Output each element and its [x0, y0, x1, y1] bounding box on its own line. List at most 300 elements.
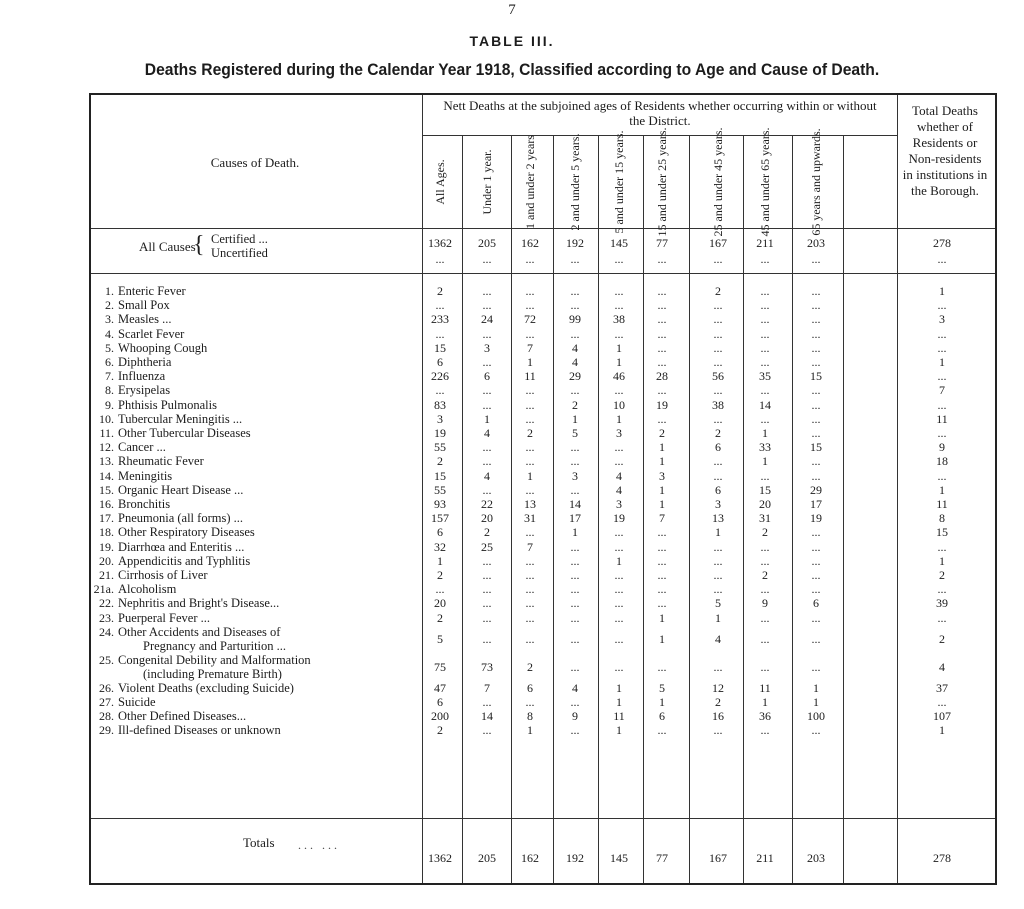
table-cell: 8 [527, 709, 533, 724]
age-column-header-label: 65 years and upwards. [809, 128, 823, 236]
table-cell: 55 [434, 440, 446, 455]
table-cell: ... [811, 383, 821, 398]
cause-name: Congenital Debility and Malformation [118, 652, 311, 667]
all-causes-certified-cell: 192 [566, 236, 584, 250]
table-cell: ... [570, 596, 580, 611]
table-cell: 1 [762, 695, 768, 709]
table-cell: 1 [715, 525, 721, 540]
table-cell: ... [937, 695, 947, 709]
table-cell: ... [525, 326, 535, 341]
table-cell: 38 [613, 312, 625, 327]
table-cell: 20 [481, 511, 493, 526]
table-cell: ... [760, 298, 770, 313]
table-cell: ... [614, 383, 624, 398]
all-causes-certified-cell: 162 [521, 236, 539, 250]
table-cell: ... [525, 284, 535, 298]
table-cell: ... [657, 525, 667, 540]
table-cell: ... [482, 631, 492, 646]
table-cell: 2 [715, 426, 721, 440]
table-label: TABLE III. [469, 33, 555, 49]
table-cell: ... [525, 397, 535, 412]
cause-number: 17. [99, 511, 114, 526]
cause-name: Other Tubercular Diseases [118, 426, 251, 440]
table-cell: ... [937, 610, 947, 625]
table-cell: 1 [659, 631, 665, 646]
all-causes-uncertified-cell: ... [760, 252, 770, 266]
all-causes-uncertified-cell: ... [657, 252, 667, 266]
table-cell: ... [570, 539, 580, 554]
all-causes-uncertified-cell: ... [435, 252, 445, 266]
table-cell: 24 [481, 312, 493, 327]
age-column-header [608, 130, 630, 234]
table-cell: 100 [807, 709, 825, 724]
table-cell: 1 [659, 497, 665, 511]
table-cell: 2 [715, 695, 721, 709]
cause-name: Nephritis and Bright's Disease... [118, 596, 280, 611]
table-cell: ... [657, 582, 667, 597]
table-cell: 1 [527, 723, 533, 738]
table-cell: ... [482, 326, 492, 341]
table-cell: 19 [434, 426, 446, 440]
table-cell: 1 [659, 440, 665, 455]
cause-number: 6. [105, 355, 114, 369]
table-cell: 73 [481, 659, 493, 674]
table-cell: ... [760, 659, 770, 674]
table-cell: ... [482, 383, 492, 398]
cause-name: Rheumatic Fever [118, 454, 204, 469]
table-cell: ... [937, 340, 947, 355]
totals-cell: 162 [521, 851, 539, 865]
cause-number: 29. [99, 723, 114, 738]
table-cell: 2 [527, 426, 533, 440]
table-cell: 32 [434, 539, 446, 554]
table-cell: ... [482, 454, 492, 469]
table-cell: 6 [715, 440, 721, 455]
table-cell: 36 [759, 709, 771, 724]
table-cell: ... [760, 355, 770, 369]
cause-number: 25. [99, 652, 114, 667]
table-cell: ... [657, 596, 667, 611]
table-cell: ... [811, 397, 821, 412]
table-cell: 1 [939, 482, 945, 497]
table-cell: ... [525, 553, 535, 568]
age-column-header [754, 127, 776, 237]
all-causes-uncertified-cell: ... [525, 252, 535, 266]
table-cell: 1 [616, 355, 622, 369]
all-causes-certified-cell: 1362 [428, 236, 452, 250]
table-cell: ... [614, 284, 624, 298]
table-cell: ... [570, 440, 580, 455]
table-cell: ... [713, 539, 723, 554]
table-cell: ... [657, 326, 667, 341]
cause-name: Cirrhosis of Liver [118, 568, 208, 582]
table-cell: 56 [712, 369, 724, 384]
table-cell: 46 [613, 369, 625, 384]
table-cell: ... [760, 383, 770, 398]
table-cell: ... [657, 568, 667, 582]
all-causes-certified-cell: 205 [478, 236, 496, 250]
table-cell: 1 [715, 610, 721, 625]
table-cell: 16 [712, 709, 724, 724]
table-cell: 1 [616, 553, 622, 568]
table-cell: 4 [572, 340, 578, 355]
table-cell: ... [760, 553, 770, 568]
table-cell: ... [570, 298, 580, 313]
age-column-header-label: Under 1 year. [480, 149, 494, 215]
cause-number: 28. [99, 709, 114, 724]
table-cell: 11 [613, 709, 625, 724]
page-title: Deaths Registered during the Calendar Year 1918, Classified according to Age and Cause of Death. [144, 60, 880, 79]
table-cell: 4 [715, 631, 721, 646]
column-rule [792, 135, 793, 883]
table-cell: 5 [659, 680, 665, 695]
table-cell: 7 [527, 539, 533, 554]
cause-number: 4. [105, 326, 114, 341]
table-cell: 7 [484, 680, 490, 695]
table-cell: 11 [936, 497, 948, 511]
table-cell: 3 [659, 468, 665, 483]
cause-name: Other Accidents and Diseases of [118, 624, 281, 639]
table-cell: ... [614, 659, 624, 674]
table-cell: 29 [569, 369, 581, 384]
table-cell: ... [614, 568, 624, 582]
table-cell: 226 [431, 369, 449, 384]
table-cell: 3 [437, 411, 443, 426]
table-cell: ... [482, 582, 492, 597]
table-cell: ... [713, 411, 723, 426]
table-cell: 28 [656, 369, 668, 384]
table-cell: 22 [481, 497, 493, 511]
table-cell: 1 [939, 284, 945, 298]
table-cell: 2 [437, 568, 443, 582]
table-cell: 2 [437, 610, 443, 625]
table-cell: ... [570, 482, 580, 497]
cause-number: 19. [99, 539, 114, 554]
cause-number: 15. [99, 482, 114, 497]
table-cell: 9 [572, 709, 578, 724]
age-column-header-label: 15 and under 25 years. [655, 127, 669, 237]
table-cell: ... [713, 553, 723, 568]
table-cell: ... [713, 568, 723, 582]
table-cell: ... [657, 312, 667, 327]
table-cell: ... [657, 298, 667, 313]
cause-name: Tubercular Meningitis ... [118, 411, 243, 426]
table-cell: 1 [659, 610, 665, 625]
cause-name-continued: (including Premature Birth) [143, 666, 282, 681]
table-cell: ... [482, 284, 492, 298]
table-cell: ... [811, 326, 821, 341]
table-cell: ... [614, 610, 624, 625]
table-cell: ... [657, 284, 667, 298]
table-cell: 1 [616, 411, 622, 426]
all-causes-uncertified-cell: ... [937, 252, 947, 266]
table-cell: ... [614, 326, 624, 341]
table-cell: ... [614, 631, 624, 646]
table-cell: ... [713, 326, 723, 341]
table-cell: 4 [616, 468, 622, 483]
table-cell: ... [570, 383, 580, 398]
cause-number: 21. [99, 568, 114, 582]
totals-cell: 1362 [428, 851, 452, 865]
table-cell: ... [657, 659, 667, 674]
table-cell: 3 [484, 340, 490, 355]
table-cell: ... [937, 369, 947, 384]
cause-number: 20. [99, 553, 114, 568]
cause-number: 5. [105, 340, 114, 355]
table-cell: 2 [762, 525, 768, 540]
table-cell: ... [713, 454, 723, 469]
table-cell: ... [760, 468, 770, 483]
table-cell: 11 [759, 680, 771, 695]
table-cell: 14 [759, 397, 771, 412]
table-cell: ... [760, 340, 770, 355]
table-cell: ... [937, 326, 947, 341]
table-cell: ... [713, 340, 723, 355]
cause-number: 2. [105, 298, 114, 313]
header-nett-deaths: Nett Deaths at the subjoined ages of Residents whether occurring within or without the District. [443, 98, 877, 128]
table-cell: ... [525, 383, 535, 398]
table-cell: 13 [712, 511, 724, 526]
table-cell: ... [570, 659, 580, 674]
row-rule [91, 818, 995, 819]
table-cell: 1 [659, 482, 665, 497]
cause-name: Influenza [118, 369, 166, 384]
table-cell: 1 [659, 454, 665, 469]
table-cell: ... [713, 723, 723, 738]
cause-name: Diarrhœa and Enteritis ... [118, 539, 245, 554]
cause-number: 21a. [93, 582, 114, 597]
table-cell: 2 [659, 426, 665, 440]
totals-cell: 192 [566, 851, 584, 865]
table-cell: 29 [810, 482, 822, 497]
totals-leader: ... ... [298, 838, 340, 852]
cause-name: Diphtheria [118, 355, 172, 369]
table-cell: 75 [434, 659, 446, 674]
table-cell: 6 [715, 482, 721, 497]
table-cell: 2 [437, 454, 443, 469]
table-cell: ... [760, 539, 770, 554]
table-cell: 4 [616, 482, 622, 497]
table-cell: ... [482, 440, 492, 455]
table-cell: 6 [484, 369, 490, 384]
table-cell: ... [811, 298, 821, 313]
table-cell: ... [570, 284, 580, 298]
table-cell: 2 [939, 568, 945, 582]
cause-number: 13. [99, 454, 114, 469]
table-cell: 6 [437, 355, 443, 369]
table-cell: ... [811, 610, 821, 625]
cause-number: 14. [99, 468, 114, 483]
table-cell: ... [713, 312, 723, 327]
age-column-header-label: 5 and under 15 years. [612, 130, 626, 234]
table-cell: 4 [939, 659, 945, 674]
table-cell: 233 [431, 312, 449, 327]
table-cell: ... [713, 355, 723, 369]
table-cell: 1 [813, 695, 819, 709]
table-cell: 1 [659, 695, 665, 709]
cause-name-continued: Pregnancy and Parturition ... [143, 638, 287, 653]
table-cell: 157 [431, 511, 449, 526]
table-cell: ... [657, 553, 667, 568]
table-cell: 1 [939, 723, 945, 738]
table-cell: 37 [936, 680, 948, 695]
table-cell: ... [525, 525, 535, 540]
table-cell: ... [811, 568, 821, 582]
table-cell: 1 [762, 426, 768, 440]
table-cell: 1 [616, 680, 622, 695]
table-cell: 3 [572, 468, 578, 483]
table-cell: 19 [613, 511, 625, 526]
table-cell: ... [937, 298, 947, 313]
table-cell: ... [570, 723, 580, 738]
table-cell: ... [713, 298, 723, 313]
table-cell: 19 [810, 511, 822, 526]
table-cell: ... [811, 411, 821, 426]
table-cell: ... [570, 631, 580, 646]
cause-number: 7. [105, 369, 114, 384]
table-cell: 2 [939, 631, 945, 646]
all-causes-certified-cell: 211 [756, 236, 774, 250]
table-cell: 15 [759, 482, 771, 497]
table-cell: 93 [434, 497, 446, 511]
table-cell: 1 [484, 411, 490, 426]
table-cell: ... [713, 468, 723, 483]
table-cell: 7 [939, 383, 945, 398]
table-cell: ... [937, 397, 947, 412]
table-cell: 13 [524, 497, 536, 511]
table-cell: ... [811, 468, 821, 483]
table-cell: 1 [939, 355, 945, 369]
table-cell: 3 [939, 312, 945, 327]
cause-name: Whooping Cough [118, 340, 208, 355]
all-causes-certified-cell: 203 [807, 236, 825, 250]
column-rule [843, 135, 844, 883]
table-cell: ... [482, 568, 492, 582]
table-cell: 6 [527, 680, 533, 695]
table-cell: ... [760, 723, 770, 738]
all-causes-certified-cell: 145 [610, 236, 628, 250]
cause-number: 3. [105, 312, 114, 327]
table-cell: ... [614, 525, 624, 540]
column-rule [689, 135, 690, 883]
table-cell: ... [614, 539, 624, 554]
age-column-header [805, 128, 827, 236]
table-cell: 35 [759, 369, 771, 384]
age-column-header [707, 127, 729, 237]
cause-name: Appendicitis and Typhlitis [118, 553, 251, 568]
brace: { [193, 232, 205, 258]
cause-number: 8. [105, 383, 114, 398]
row-rule [91, 228, 995, 229]
table-cell: 6 [659, 709, 665, 724]
table-cell: ... [482, 695, 492, 709]
table-cell: ... [811, 340, 821, 355]
table-cell: 83 [434, 397, 446, 412]
table-cell: 7 [659, 511, 665, 526]
cause-number: 24. [99, 624, 114, 639]
table-cell: ... [614, 596, 624, 611]
table-cell: 19 [656, 397, 668, 412]
table-cell: 39 [936, 596, 948, 611]
table-cell: 5 [437, 631, 443, 646]
table-cell: 2 [527, 659, 533, 674]
table-cell: ... [525, 440, 535, 455]
table-cell: ... [760, 631, 770, 646]
cause-name: Violent Deaths (excluding Suicide) [118, 680, 294, 695]
row-rule [91, 273, 995, 274]
table-cell: ... [482, 482, 492, 497]
table-cell: 4 [572, 355, 578, 369]
table-cell: 3 [616, 497, 622, 511]
age-column-header [651, 127, 673, 237]
table-cell: 38 [712, 397, 724, 412]
cause-name: Enteric Fever [118, 284, 186, 298]
table-cell: 4 [484, 426, 490, 440]
table-cell: 11 [936, 411, 948, 426]
table-cell: ... [811, 312, 821, 327]
cause-number: 1. [105, 284, 114, 298]
table-cell: ... [657, 340, 667, 355]
cause-name: Organic Heart Disease ... [118, 482, 244, 497]
table-cell: ... [525, 582, 535, 597]
cause-number: 22. [99, 596, 114, 611]
all-causes-certified-cell: 77 [656, 236, 668, 250]
age-column-header-label: 2 and under 5 years. [568, 133, 582, 231]
table-cell: ... [811, 631, 821, 646]
table-cell: ... [525, 482, 535, 497]
column-rule [553, 135, 554, 883]
age-column-header [519, 135, 541, 229]
totals-cell: 211 [756, 851, 774, 865]
table-cell: 14 [481, 709, 493, 724]
cause-name: Scarlet Fever [118, 326, 185, 341]
table-cell: ... [657, 723, 667, 738]
table-cell: 17 [810, 497, 822, 511]
table-cell: 15 [810, 369, 822, 384]
age-column-header [564, 133, 586, 231]
table-cell: ... [760, 582, 770, 597]
all-causes-uncertified-cell: ... [570, 252, 580, 266]
table-cell: ... [614, 582, 624, 597]
table-cell: ... [713, 582, 723, 597]
column-rule [462, 135, 463, 883]
table-cell: ... [614, 454, 624, 469]
table-cell: ... [570, 695, 580, 709]
table-cell: 1 [616, 723, 622, 738]
table-cell: ... [570, 610, 580, 625]
table-cell: ... [570, 582, 580, 597]
table-cell: 10 [613, 397, 625, 412]
table-cell: 12 [712, 680, 724, 695]
table-cell: ... [482, 397, 492, 412]
table-cell: ... [713, 383, 723, 398]
all-causes-uncertified-cell: ... [713, 252, 723, 266]
table-cell: 1 [437, 553, 443, 568]
table-cell: 1 [813, 680, 819, 695]
totals-cell: 203 [807, 851, 825, 865]
table-cell: 200 [431, 709, 449, 724]
table-cell: 3 [616, 426, 622, 440]
table-cell: ... [614, 440, 624, 455]
table-cell: ... [811, 553, 821, 568]
cause-name: Small Pox [118, 298, 170, 313]
table-cell: 2 [437, 284, 443, 298]
table-cell: ... [525, 298, 535, 313]
all-causes-certified-cell: 278 [933, 236, 951, 250]
table-cell: ... [657, 383, 667, 398]
table-cell: 20 [759, 497, 771, 511]
all-causes-uncertified-cell: ... [811, 252, 821, 266]
